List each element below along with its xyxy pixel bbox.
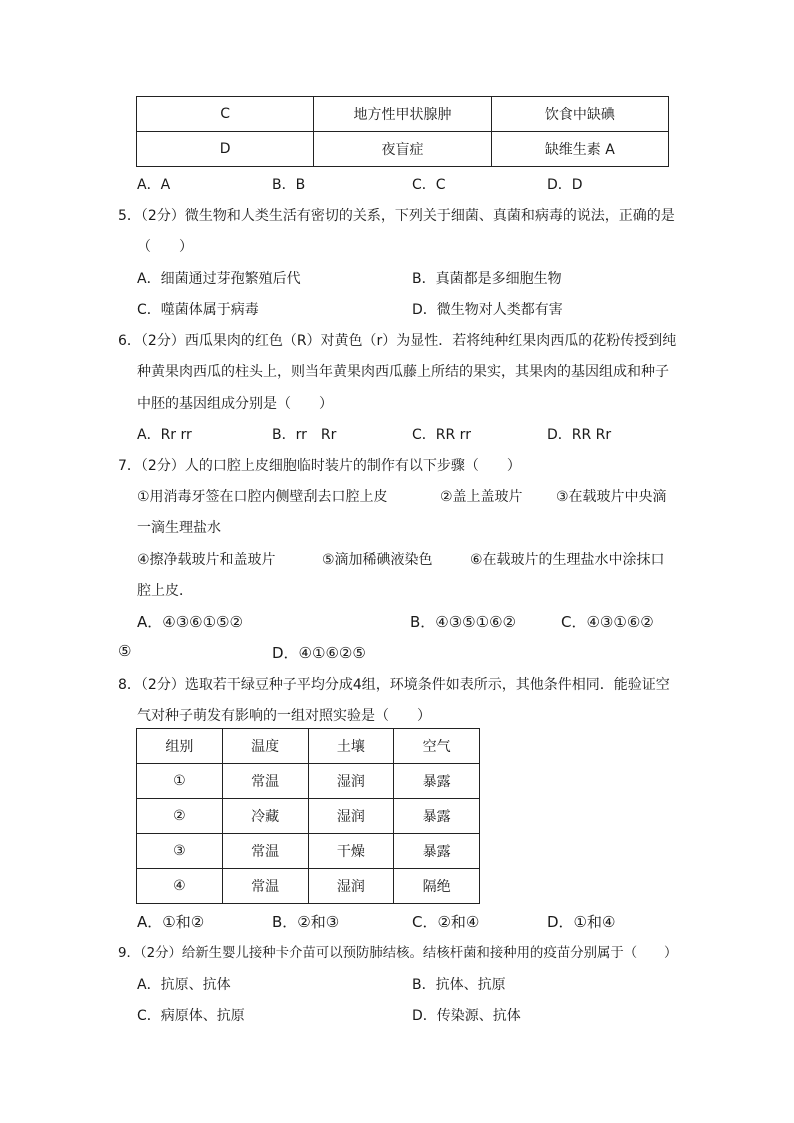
q7-step-2: ②盖上盖玻片 [440, 489, 523, 505]
table-row [137, 799, 480, 834]
q8-option-b[interactable]: B．②和③ [272, 913, 340, 931]
table-header-cell: 空气 [394, 729, 480, 764]
table-row [137, 97, 669, 132]
table-cell: 干燥 [308, 834, 394, 869]
q8-option-a[interactable]: A．①和② [137, 913, 205, 931]
q5-option-c[interactable]: C．噬菌体属于病毒 [137, 302, 259, 318]
q4-option-c[interactable]: C．C [412, 177, 446, 193]
q9-stem: 9．（2分）给新生婴儿接种卡介苗可以预防肺结核。结核杆菌和接种用的疫苗分别属于（ ） [118, 946, 678, 961]
q7-option-c-cont: ⑤ [118, 642, 132, 660]
experiment-table [136, 728, 480, 904]
table-cell: 冷藏 [222, 799, 308, 834]
table-cell: 暴露 [394, 799, 480, 834]
table-row [137, 132, 669, 167]
table-cell: 湿润 [308, 799, 394, 834]
table-cell: 常温 [222, 869, 308, 904]
q4-option-b[interactable]: B．B [272, 177, 306, 193]
q9-option-d[interactable]: D．传染源、抗体 [412, 1008, 521, 1024]
table-header-row [137, 729, 480, 764]
q8-stem-cont: 气对种子萌发有影响的一组对照实验是（ ） [137, 708, 431, 724]
q7-step-4: ④擦净载玻片和盖玻片 [137, 552, 276, 568]
q5-option-b[interactable]: B．真菌都是多细胞生物 [412, 271, 562, 287]
table-header-cell: 土壤 [308, 729, 394, 764]
q6-stem: 6．（2分）西瓜果肉的红色（R）对黄色（r）为显性．若将纯种红果肉西瓜的花粉传授到纯 [118, 333, 677, 349]
table-cell: 夜盲症 [314, 132, 491, 167]
table-cell: 湿润 [308, 869, 394, 904]
q5-option-a[interactable]: A．细菌通过芽孢繁殖后代 [137, 271, 301, 287]
table-cell: 地方性甲状腺肿 [314, 97, 491, 132]
table-cell: 暴露 [394, 764, 480, 799]
table-header-cell: 组别 [137, 729, 223, 764]
disease-table [136, 96, 669, 167]
q8-option-d[interactable]: D．①和④ [547, 913, 616, 931]
table-cell: 隔绝 [394, 869, 480, 904]
q6-option-d[interactable]: D．RR Rr [547, 427, 612, 443]
q7-stem: 7．（2分）人的口腔上皮细胞临时装片的制作有以下步骤（ ） [118, 458, 521, 474]
table-cell: ③ [137, 834, 223, 869]
q7-option-c[interactable]: C．④③①⑥② [561, 613, 654, 631]
table-row [137, 764, 480, 799]
q7-step-3-cont: 一滴生理盐水 [137, 520, 221, 536]
q4-option-d[interactable]: D．D [547, 177, 583, 193]
table-cell: C [137, 97, 314, 132]
table-header-cell: 温度 [222, 729, 308, 764]
q5-stem: 5．（2分）微生物和人类生活有密切的关系，下列关于细菌、真菌和病毒的说法，正确的是 [118, 208, 675, 224]
q4-option-a[interactable]: A．A [137, 177, 171, 193]
table-cell: D [137, 132, 314, 167]
table-cell: 饮食中缺碘 [491, 97, 668, 132]
table-cell: ④ [137, 869, 223, 904]
q9-option-a[interactable]: A．抗原、抗体 [137, 977, 231, 993]
q7-step-1: ①用消毒牙签在口腔内侧壁刮去口腔上皮 [137, 489, 388, 505]
table-cell: 常温 [222, 764, 308, 799]
table-cell: ② [137, 799, 223, 834]
q8-option-c[interactable]: C．②和④ [412, 913, 480, 931]
q7-step-6-cont: 腔上皮． [137, 583, 193, 599]
q5-stem-cont: （ ） [137, 239, 193, 255]
table-cell: 常温 [222, 834, 308, 869]
q7-option-b[interactable]: B．④③⑤①⑥② [410, 613, 516, 631]
table-row [137, 869, 480, 904]
q6-stem-cont2: 中胚的基因组成分别是（ ） [137, 396, 333, 412]
q7-step-5: ⑤滴加稀碘液染色 [322, 552, 433, 568]
q6-option-a[interactable]: A．Rr rr [137, 427, 192, 443]
q8-stem: 8．（2分）选取若干绿豆种子平均分成4组，环境条件如表所示，其他条件相同．能验证空 [118, 677, 670, 693]
q7-option-a[interactable]: A．④③⑥①⑤② [137, 613, 243, 631]
table-cell: 缺维生素 A [491, 132, 668, 167]
q7-option-d[interactable]: D．④①⑥②⑤ [272, 644, 366, 662]
q6-option-c[interactable]: C．RR rr [412, 427, 471, 443]
q7-step-6: ⑥在载玻片的生理盐水中涂抹口 [470, 552, 665, 568]
table-row [137, 834, 480, 869]
q5-option-d[interactable]: D．微生物对人类都有害 [412, 302, 563, 318]
q6-stem-cont: 种黄果肉西瓜的柱头上，则当年黄果肉西瓜藤上所结的果实，其果肉的基因组成和种子 [137, 364, 669, 380]
table-cell: 湿润 [308, 764, 394, 799]
q7-step-3: ③在载玻片中央滴 [556, 489, 667, 505]
q9-option-c[interactable]: C．病原体、抗原 [137, 1008, 245, 1024]
table-cell: ① [137, 764, 223, 799]
table-cell: 暴露 [394, 834, 480, 869]
q6-option-b[interactable]: B．rr Rr [272, 427, 337, 443]
q9-option-b[interactable]: B．抗体、抗原 [412, 977, 506, 993]
